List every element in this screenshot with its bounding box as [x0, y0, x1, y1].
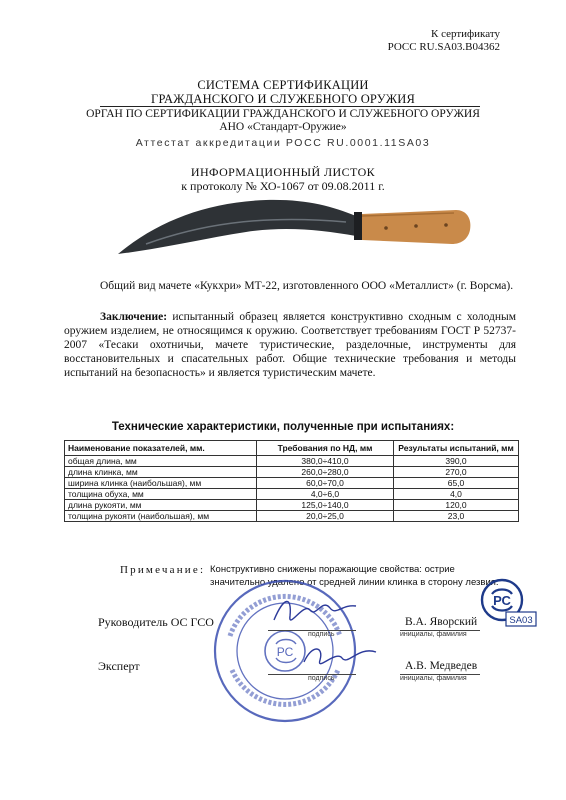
- certificate-reference: [388, 28, 500, 54]
- table-row: [65, 456, 519, 467]
- table-cell: 380,0÷410,0: [257, 456, 394, 467]
- table-cell: 260,0÷280,0: [257, 467, 394, 478]
- table-header-row: [65, 441, 519, 456]
- head-signature: [270, 590, 360, 635]
- table-cell: 4,0: [394, 489, 519, 500]
- table-row: [65, 467, 519, 478]
- expert-name: А.В. Медведев: [405, 660, 478, 672]
- head-sign-caption: подпись: [308, 631, 335, 638]
- organ-line-1: ОРГАН ПО СЕРТИФИКАЦИИ ГРАЖДАНСКОГО И СЛУЖЕБНОГО ОРУЖИЯ: [86, 108, 480, 120]
- specifications-table: [64, 440, 519, 522]
- header-divider: [100, 106, 480, 107]
- column-header-result: Результаты испытаний, мм: [394, 441, 519, 456]
- expert-name-caption: инициалы, фамилия: [400, 675, 467, 682]
- note-label: Примечание:: [120, 564, 206, 576]
- table-cell: общая длина, мм: [65, 456, 257, 467]
- svg-text:РС: РС: [276, 645, 294, 659]
- note-text: Конструктивно снижены поражающие свойства: острие значительно удалено от средней линии клинка в сторону лезвия.: [210, 564, 499, 588]
- expert-role: Эксперт: [98, 659, 140, 673]
- conclusion-text: испытанный образец является конструктивно сходным с холодным оружием изделием, не относящимся к оружию. Соответствует требованиям ГОСТ Р 52737-2007 «Тесаки охотничьи, мачете туристические, разделочные, инструменты для восстановительных и спасательных работ. Общие технические требования и методы испытаний на безопасность» и является туристическим мачете.: [64, 311, 516, 379]
- table-cell: длина рукояти, мм: [65, 500, 257, 511]
- machete-guard: [354, 212, 362, 240]
- column-header-requirement: Требования по НД, мм: [257, 441, 394, 456]
- expert-sign-caption: подпись: [308, 675, 335, 682]
- accreditation-line: Аттестат аккредитации РОСС RU.0001.11SA03: [135, 137, 431, 149]
- table-cell: 65,0: [394, 478, 519, 489]
- info-subtitle: к протоколу № ХО-1067 от 09.08.2011 г.: [181, 179, 385, 193]
- info-title: ИНФОРМАЦИОННЫЙ ЛИСТОК: [190, 165, 376, 179]
- table-cell: 120,0: [394, 500, 519, 511]
- conclusion-paragraph: [64, 310, 516, 380]
- head-name-caption: инициалы, фамилия: [400, 631, 467, 638]
- column-header-parameter: Наименование показателей, мм.: [65, 441, 257, 456]
- table-cell: 60,0÷70,0: [257, 478, 394, 489]
- organ-block: [0, 108, 566, 134]
- certification-mark-logo: [478, 576, 538, 630]
- head-role: Руководитель ОС ГСО: [98, 615, 214, 629]
- table-cell: 270,0: [394, 467, 519, 478]
- system-line-1: СИСТЕМА СЕРТИФИКАЦИИ: [197, 78, 369, 92]
- system-line-2: ГРАЖДАНСКОГО И СЛУЖЕБНОГО ОРУЖИЯ: [151, 92, 415, 106]
- table-cell: толщина рукояти (наибольшая), мм: [65, 511, 257, 522]
- organ-line-2: АНО «Стандарт-Оружие»: [219, 121, 347, 133]
- table-cell: 4,0÷6,0: [257, 489, 394, 500]
- sample-description: Общий вид мачете «Кукхри» МТ-22, изготовленного ООО «Металлист» (г. Ворсма).: [100, 280, 514, 292]
- table-cell: 23,0: [394, 511, 519, 522]
- table-cell: толщина обуха, мм: [65, 489, 257, 500]
- table-row: [65, 489, 519, 500]
- machete-photo: [116, 192, 476, 264]
- table-cell: 125,0÷140,0: [257, 500, 394, 511]
- table-row: [65, 478, 519, 489]
- table-row: [65, 511, 519, 522]
- table-cell: длина клинка, мм: [65, 467, 257, 478]
- machete-blade: [118, 200, 356, 254]
- svg-text:РС: РС: [493, 593, 511, 608]
- table-cell: 390,0: [394, 456, 519, 467]
- table-cell: 20,0÷25,0: [257, 511, 394, 522]
- ref-line-2: РОСС RU.SA03.B04362: [387, 41, 500, 53]
- table-title: Технические характеристики, полученные при испытаниях:: [111, 421, 455, 433]
- table-cell: ширина клинка (наибольшая), мм: [65, 478, 257, 489]
- head-name: В.А. Яворский: [405, 616, 478, 628]
- conclusion-label: Заключение:: [100, 311, 168, 323]
- system-title: [0, 78, 566, 106]
- table-row: [65, 500, 519, 511]
- logo-label: SA03: [509, 615, 533, 626]
- expert-signature: [300, 640, 380, 675]
- ref-line-1: К сертификату: [431, 28, 500, 40]
